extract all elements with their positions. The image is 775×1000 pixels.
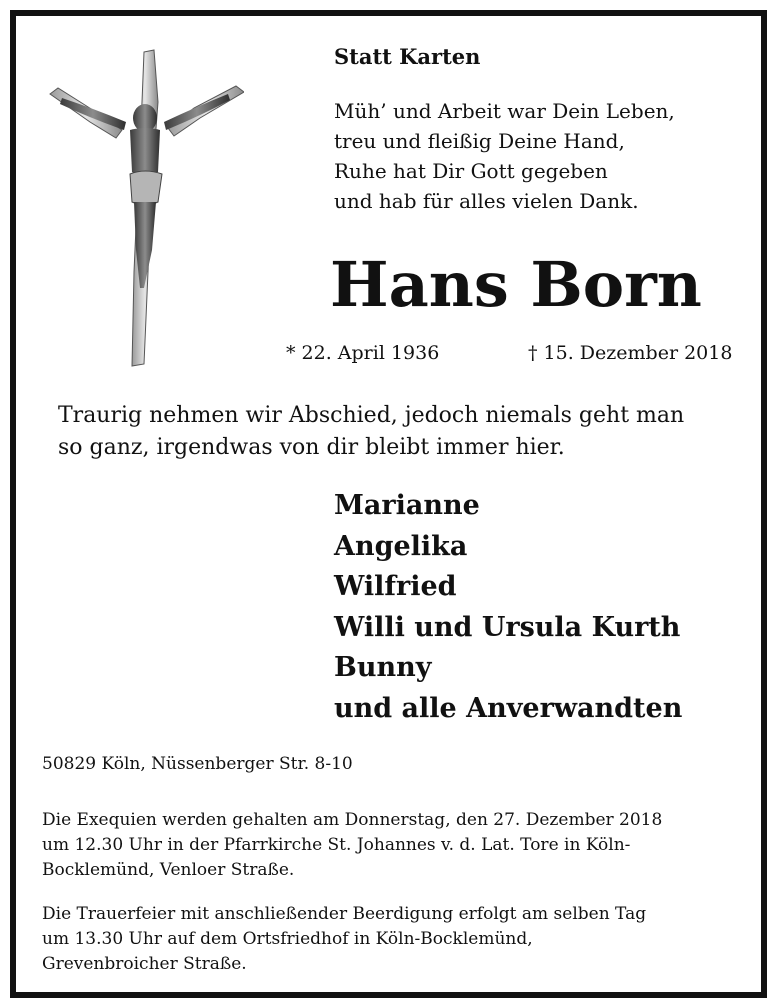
address: 50829 Köln, Nüssenberger Str. 8-10 [42,754,353,774]
paragraph-line: Die Exequien werden gehalten am Donnerstag, den 27. Dezember 2018 [42,810,663,830]
paragraph-line: um 13.30 Uhr auf dem Ortsfriedhof in Köln-Bocklemünd, [42,929,533,949]
poem-line: treu und fleißig Deine Hand, [334,129,625,153]
death-date: † 15. Dezember 2018 [528,342,733,364]
notice-heading: Statt Karten [334,44,481,69]
mourner-name: Willi und Ursula Kurth [334,611,681,643]
paragraph-line: Bocklemünd, Venloer Straße. [42,860,295,880]
mourners-list [334,486,682,729]
poem [334,96,675,216]
notice-frame [10,10,767,998]
poem-line: und hab für alles vielen Dank. [334,189,639,213]
mourner-name: Marianne [334,490,480,521]
mourner-name: Bunny [334,652,432,683]
burial-paragraph [42,902,646,977]
farewell-quote [58,400,758,464]
deceased-name: Hans Born [330,248,702,321]
quote-line: Traurig nehmen wir Abschied, jedoch niemals geht man [58,403,685,428]
mourner-name: Wilfried [334,571,457,602]
quote-line: so ganz, irgendwas von dir bleibt immer hier. [58,435,565,460]
crucifix-icon [44,42,244,372]
paragraph-line: Grevenbroicher Straße. [42,954,247,974]
paragraph-line: um 12.30 Uhr in der Pfarrkirche St. Johannes v. d. Lat. Tore in Köln- [42,835,631,855]
paragraph-line: Die Trauerfeier mit anschließender Beerdigung erfolgt am selben Tag [42,904,647,924]
mourner-name: und alle Anverwandten [334,692,683,724]
mourner-name: Angelika [334,530,468,562]
service-paragraph [42,808,662,883]
birth-date: * 22. April 1936 [286,342,440,364]
poem-line: Ruhe hat Dir Gott gegeben [334,159,608,183]
poem-line: Müh’ und Arbeit war Dein Leben, [334,99,675,123]
